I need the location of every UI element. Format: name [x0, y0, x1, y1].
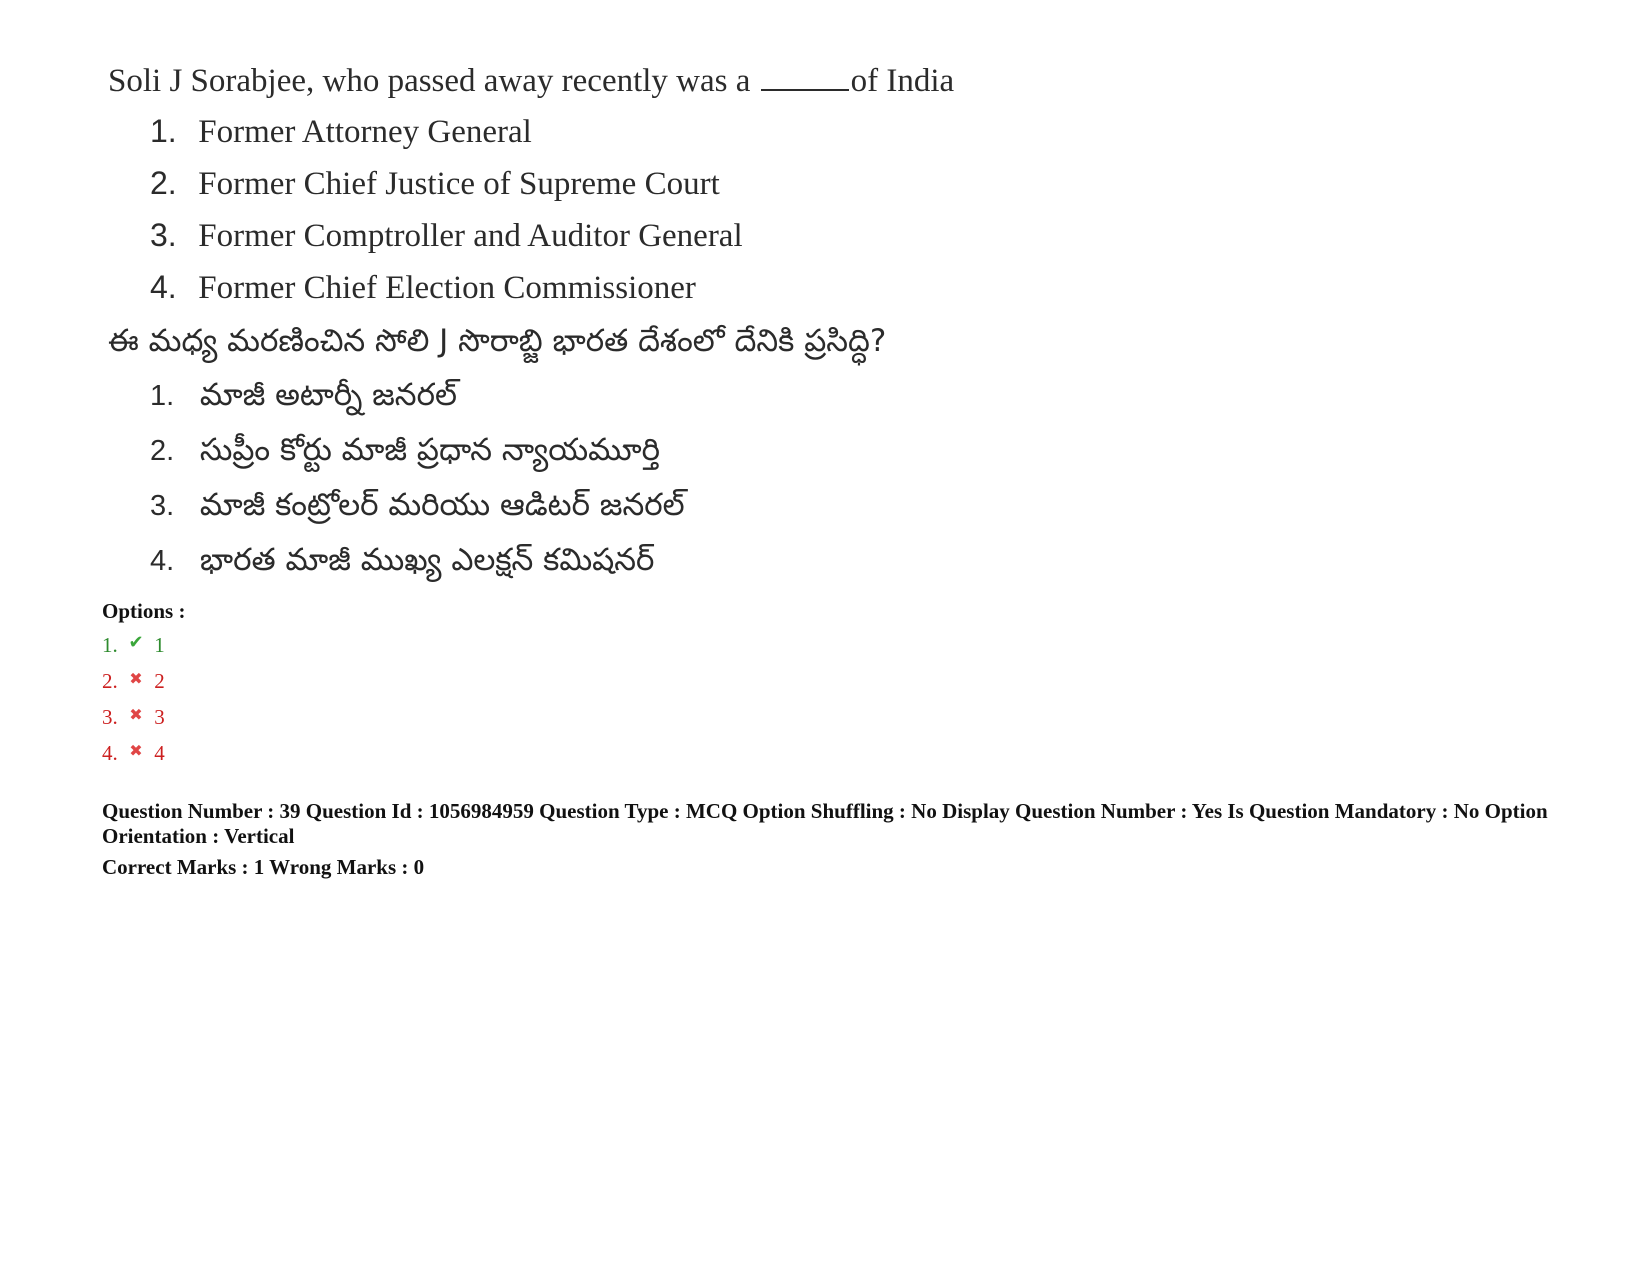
english-option-1 — [108, 106, 1128, 158]
question-prefix: Soli J Sorabjee, who passed away recently was a — [108, 63, 751, 99]
option-number: 2. — [150, 435, 175, 467]
check-icon: ✔ — [128, 632, 144, 653]
option-number: 1. — [150, 380, 175, 412]
option-text: Former Chief Justice of Supreme Court — [198, 166, 720, 202]
answer-option-value: 2 — [154, 669, 165, 693]
answer-option-1 — [102, 626, 185, 662]
cross-icon: ✖ — [129, 705, 143, 724]
answer-option-4 — [102, 734, 185, 770]
answer-option-number: 1. — [102, 633, 118, 657]
english-option-4 — [108, 262, 1128, 314]
answer-option-3 — [102, 698, 185, 734]
question-metadata — [102, 799, 1582, 880]
answer-option-number: 2. — [102, 669, 118, 693]
question-blank — [761, 63, 849, 91]
question-suffix: of India — [850, 63, 955, 99]
question-text-english — [108, 56, 1128, 106]
cross-icon: ✖ — [129, 741, 143, 760]
option-text: మాజీ అటార్నీ జనరల్ — [199, 377, 457, 413]
marks-line: Correct Marks : 1 Wrong Marks : 0 — [102, 855, 425, 879]
option-text: భారత మాజీ ముఖ్య ఎలక్షన్ కమిషనర్ — [199, 542, 655, 578]
option-number: 4. — [150, 545, 175, 577]
answer-option-number: 4. — [102, 741, 118, 765]
option-text: Former Comptroller and Auditor General — [198, 218, 743, 254]
answer-option-value: 3 — [154, 705, 165, 729]
telugu-option-2 — [108, 423, 1128, 478]
answer-option-value: 4 — [154, 741, 165, 765]
option-number: 3. — [150, 217, 177, 253]
answer-option-2 — [102, 662, 185, 698]
telugu-option-1 — [108, 368, 1128, 423]
option-text: మాజీ కంట్రోలర్ మరియు ఆడిటర్ జనరల్ — [199, 487, 685, 523]
question-text-telugu: ఈ మధ్య మరణించిన సోలి J సొరాబ్జి భారత దేశంలో దేనికి ప్రసిద్ధి? — [108, 323, 887, 359]
option-number: 4. — [150, 269, 177, 305]
telugu-option-4 — [108, 533, 1128, 588]
option-text: సుప్రీం కోర్టు మాజీ ప్రధాన న్యాయమూర్తి — [199, 432, 661, 468]
answer-option-value: 1 — [154, 633, 165, 657]
cross-icon: ✖ — [129, 669, 143, 688]
option-number: 2. — [150, 165, 177, 201]
english-option-2 — [108, 158, 1128, 210]
options-heading: Options : — [102, 599, 186, 623]
telugu-option-3 — [108, 478, 1128, 533]
question-image — [108, 56, 1128, 588]
answer-option-number: 3. — [102, 705, 118, 729]
options-section — [102, 596, 185, 770]
option-text: Former Chief Election Commissioner — [198, 270, 696, 306]
option-number: 1. — [150, 113, 177, 149]
question-info-line: Question Number : 39 Question Id : 1056984959 Question Type : MCQ Option Shuffling : No Display Question Number : Yes Is Question Mandatory : No Option Orientation : Vertical — [102, 799, 1548, 848]
option-number: 3. — [150, 490, 175, 522]
english-option-3 — [108, 210, 1128, 262]
option-text: Former Attorney General — [198, 114, 532, 150]
